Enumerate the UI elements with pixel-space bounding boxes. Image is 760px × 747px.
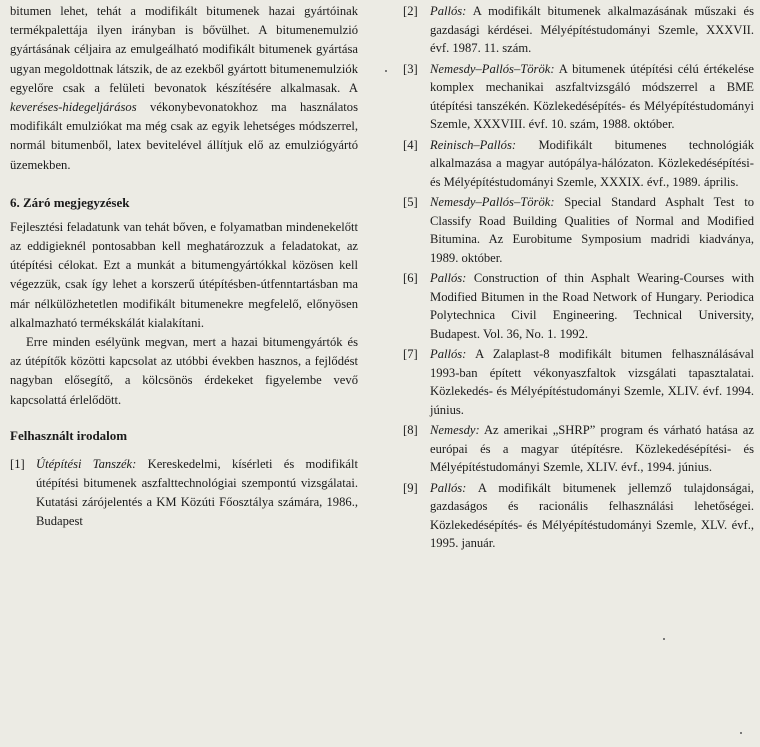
- reference-text: A modifikált bitumenek jellemző tulajdonságai, gazdaságos és racionális felhasználási lehetőségei. Közlekedésépítés- és Mélyépítéstudományi Szemle, XLV. évf., 1995. január.: [430, 480, 754, 550]
- reference-body: [430, 345, 754, 419]
- reference-number: [3]: [403, 61, 418, 76]
- reference-author: Pallós:: [430, 347, 467, 361]
- reference-author: Pallós:: [430, 271, 467, 285]
- reference-text: Special Standard Asphalt Test to Classify Road Building Qualities of Normal and Modified Bitumina. Az Eurobitume Symposium madridi kiadványa, 1989. október.: [430, 195, 754, 265]
- reference-body: [36, 455, 358, 532]
- reference-item: [403, 60, 754, 134]
- reference-number: [9]: [403, 480, 418, 495]
- reference-text: A bitumenek útépítési célú értékelése komplex mechanikai aszfaltvizsgáló módszerrel a BME útépítési tanszékén. Közlekedésépítés- és Mélyépítéstudományi Szemle, XXXVIII. évf. 10. szám, 1988. október.: [430, 61, 754, 131]
- reference-body: [430, 479, 754, 553]
- right-column: [403, 2, 754, 555]
- reference-text: A modifikált bitumenek alkalmazásának műszaki és gazdasági kérdései. Mélyépítéstudományi Szemle, XXXVII. évf. 1987. 11. szám.: [430, 4, 754, 55]
- section-heading: 6. Záró megjegyzések: [10, 194, 130, 210]
- references-heading: Felhasznált irodalom: [10, 427, 128, 443]
- reference-text: Modifikált bitumenes technológiák alkalmazása a magyar autópálya-hálózaton. Közlekedésépítési- és Mélyépítéstudományi Szemle, XXXIX. évf., 1989. április.: [430, 137, 754, 189]
- reference-number: [4]: [403, 137, 418, 152]
- paragraph-conclusion: Erre minden esélyünk megvan, mert a hazai bitumengyártók és az útépítők közötti kapcsolat az utóbbi években hasznos, a fejlődést nagyban elősegítő, a kölcsönös érdekeket figyelembe vevő kapcsolattá érlelődött.: [10, 335, 358, 407]
- reference-item: [403, 2, 754, 58]
- emphasis-term: keveréses-hidegeljárásos: [10, 100, 137, 115]
- reference-author: Reinisch–Pallós:: [430, 137, 517, 152]
- reference-author: Pallós:: [430, 480, 467, 495]
- reference-number: [1]: [10, 456, 25, 471]
- reference-item: [403, 269, 754, 343]
- reference-text: A Zalaplast-8 modifikált bitumen felhasználásával 1993-ban épített vékonyaszfaltok vizsgálati tapasztalatai. Közlekedés- és Mélyépítéstudományi Szemle, XLIV. évf. 1994. június.: [430, 347, 754, 417]
- reference-number: [7]: [403, 347, 418, 361]
- reference-number: [2]: [403, 4, 418, 18]
- reference-text: Az amerikai „SHRP” program és várható hatása az európai és a magyar útépítésre. Közlekedésépítési- és Mélyépítéstudományi Szemle, XLIV. évf., 1994. június.: [430, 423, 754, 474]
- reference-body: [430, 269, 754, 343]
- reference-body: [430, 60, 754, 134]
- scan-speck: [385, 70, 387, 72]
- reference-body: [430, 193, 754, 267]
- reference-item: [403, 193, 754, 267]
- reference-item: [403, 345, 754, 419]
- reference-item: [403, 136, 754, 192]
- reference-author: Útépítési Tanszék:: [36, 456, 137, 471]
- paragraph-intro: [10, 2, 358, 175]
- reference-item: [10, 455, 358, 532]
- left-column: [10, 2, 358, 532]
- paragraph-development: Fejlesztési feladatunk van tehát bőven, e folyamatban mindenekelőtt az eddigieknél pontosabban kell meghatározzuk a feladatokat, az útépítési célokat. Ezt a munkát a bitumengyártókkal közösen kell végezzük, csak így lehet a korszerű útépítésben-útfenntartásban ma már nélkülözhetetlen modifikált bitumenekre megfelelő, előnyösen alkalmazható termékskálát kialakítani.: [10, 219, 358, 330]
- reference-item: [403, 421, 754, 477]
- reference-author: Nemesdy–Pallós–Török:: [430, 195, 555, 209]
- reference-text: Construction of thin Asphalt Wearing-Courses with Modified Bitumen in the Road Network of Hungary. Periodica Polytechnica Civil Engineering. Technical University, Budapest. Vol. 36, No. 1. 1992.: [430, 271, 754, 341]
- reference-number: [6]: [403, 271, 418, 285]
- reference-number: [8]: [403, 423, 418, 437]
- reference-author: Nemesdy:: [430, 423, 480, 437]
- paragraph-text: vékonybevonatokhoz ma használatos modifikált emulziókat ma még csak az egyik lehetséges módszerrel, normál bitumenből, latex bevitelével állítjuk elő az emulziógyártó üzemekben.: [10, 100, 358, 172]
- reference-number: [5]: [403, 195, 418, 209]
- scan-speck: [740, 732, 742, 734]
- reference-body: [430, 2, 754, 58]
- paragraph-text: bitumen lehet, tehát a modifikált bitumenek hazai gyártóinak termékpalettája ilyen irányban is bővülhet. A bitumenemulzió gyártásának céljaira az emulgeálható modifikált bitumenek gyártása ugyan megoldottnak látszik, de az ezekből gyártott bitumenemulziók egyelőre csak a felületi bevonatok készítésére alkalmasak. A: [10, 4, 358, 95]
- reference-body: [430, 136, 754, 192]
- reference-author: Nemesdy–Pallós–Török:: [430, 61, 555, 76]
- reference-author: Pallós:: [430, 4, 467, 18]
- reference-item: [403, 479, 754, 553]
- reference-text: Kereskedelmi, kísérleti és modifikált útépítési bitumenek aszfalttechnológiai szempontú vizsgálatai. Kutatási zárójelentés a KM Közúti Főosztálya számára, 1986., Budapest: [36, 456, 359, 529]
- scan-speck: [663, 638, 665, 640]
- reference-body: [430, 421, 754, 477]
